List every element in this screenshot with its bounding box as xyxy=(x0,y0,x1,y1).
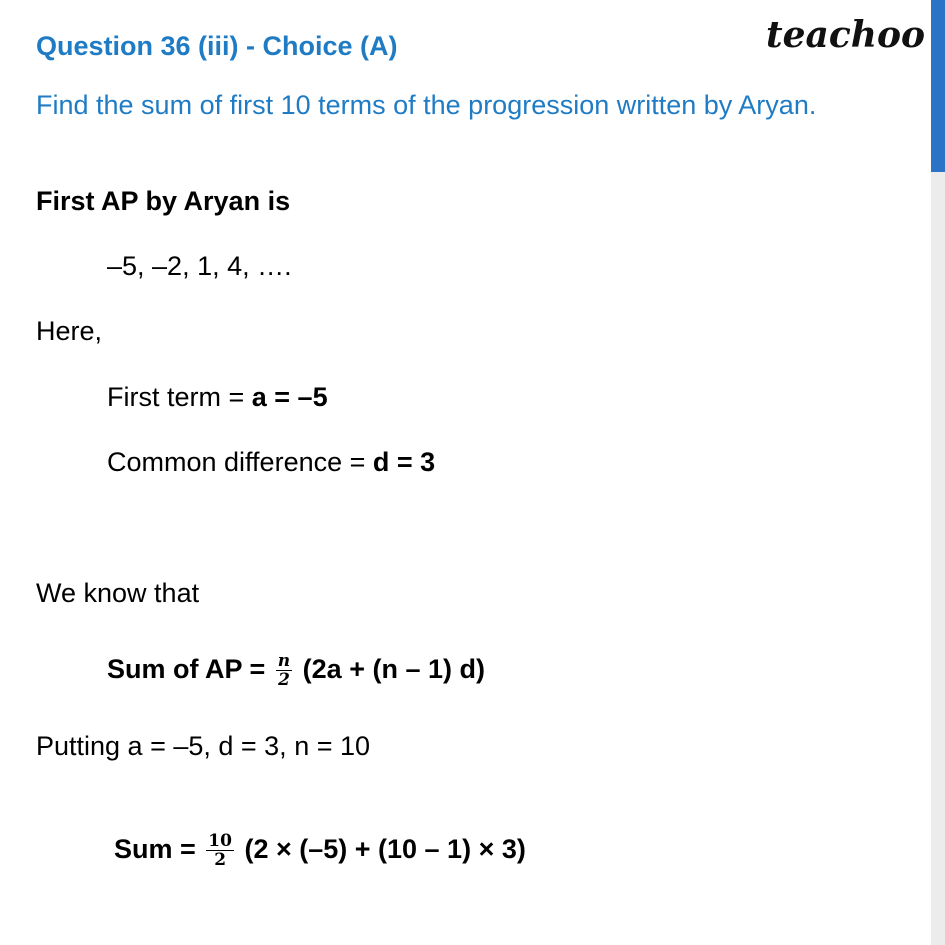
sum-formula-suffix: (2a + (n – 1) d) xyxy=(295,654,485,684)
first-term-line xyxy=(107,380,328,414)
sum-suffix: (2 × (–5) + (10 – 1) × 3) xyxy=(236,834,526,864)
teachoo-logo: teachoo xyxy=(766,14,925,56)
first-term-value: a = –5 xyxy=(251,382,328,412)
sum-prefix: Sum = xyxy=(114,834,204,864)
ten-over-2-fraction xyxy=(206,832,234,869)
question-title: Question 36 (iii) - Choice (A) xyxy=(36,31,398,61)
common-difference-label: Common difference = xyxy=(107,447,373,477)
first-term-label: First term = xyxy=(107,382,252,412)
sum-substitution xyxy=(114,832,526,869)
fraction-numerator: 10 xyxy=(208,831,232,852)
fraction-denominator: 2 xyxy=(214,850,227,871)
putting-values: Putting a = –5, d = 3, n = 10 xyxy=(36,731,371,761)
fraction-denominator: 2 xyxy=(278,670,290,691)
fraction-numerator: n xyxy=(277,651,291,672)
sum-formula-prefix: Sum of AP = xyxy=(107,654,273,684)
scrollbar-thumb[interactable] xyxy=(931,0,945,172)
we-know-label: We know that xyxy=(36,578,200,608)
question-text: Find the sum of first 10 terms of the progression written by Aryan. xyxy=(36,90,817,120)
common-difference-value: d = 3 xyxy=(372,447,436,477)
ap-sequence: –5, –2, 1, 4, …. xyxy=(107,251,292,281)
n-over-2-fraction xyxy=(276,652,292,689)
ap-heading: First AP by Aryan is xyxy=(36,186,291,216)
here-label: Here, xyxy=(36,316,103,346)
sum-formula xyxy=(107,652,485,689)
common-difference-line xyxy=(107,445,435,479)
